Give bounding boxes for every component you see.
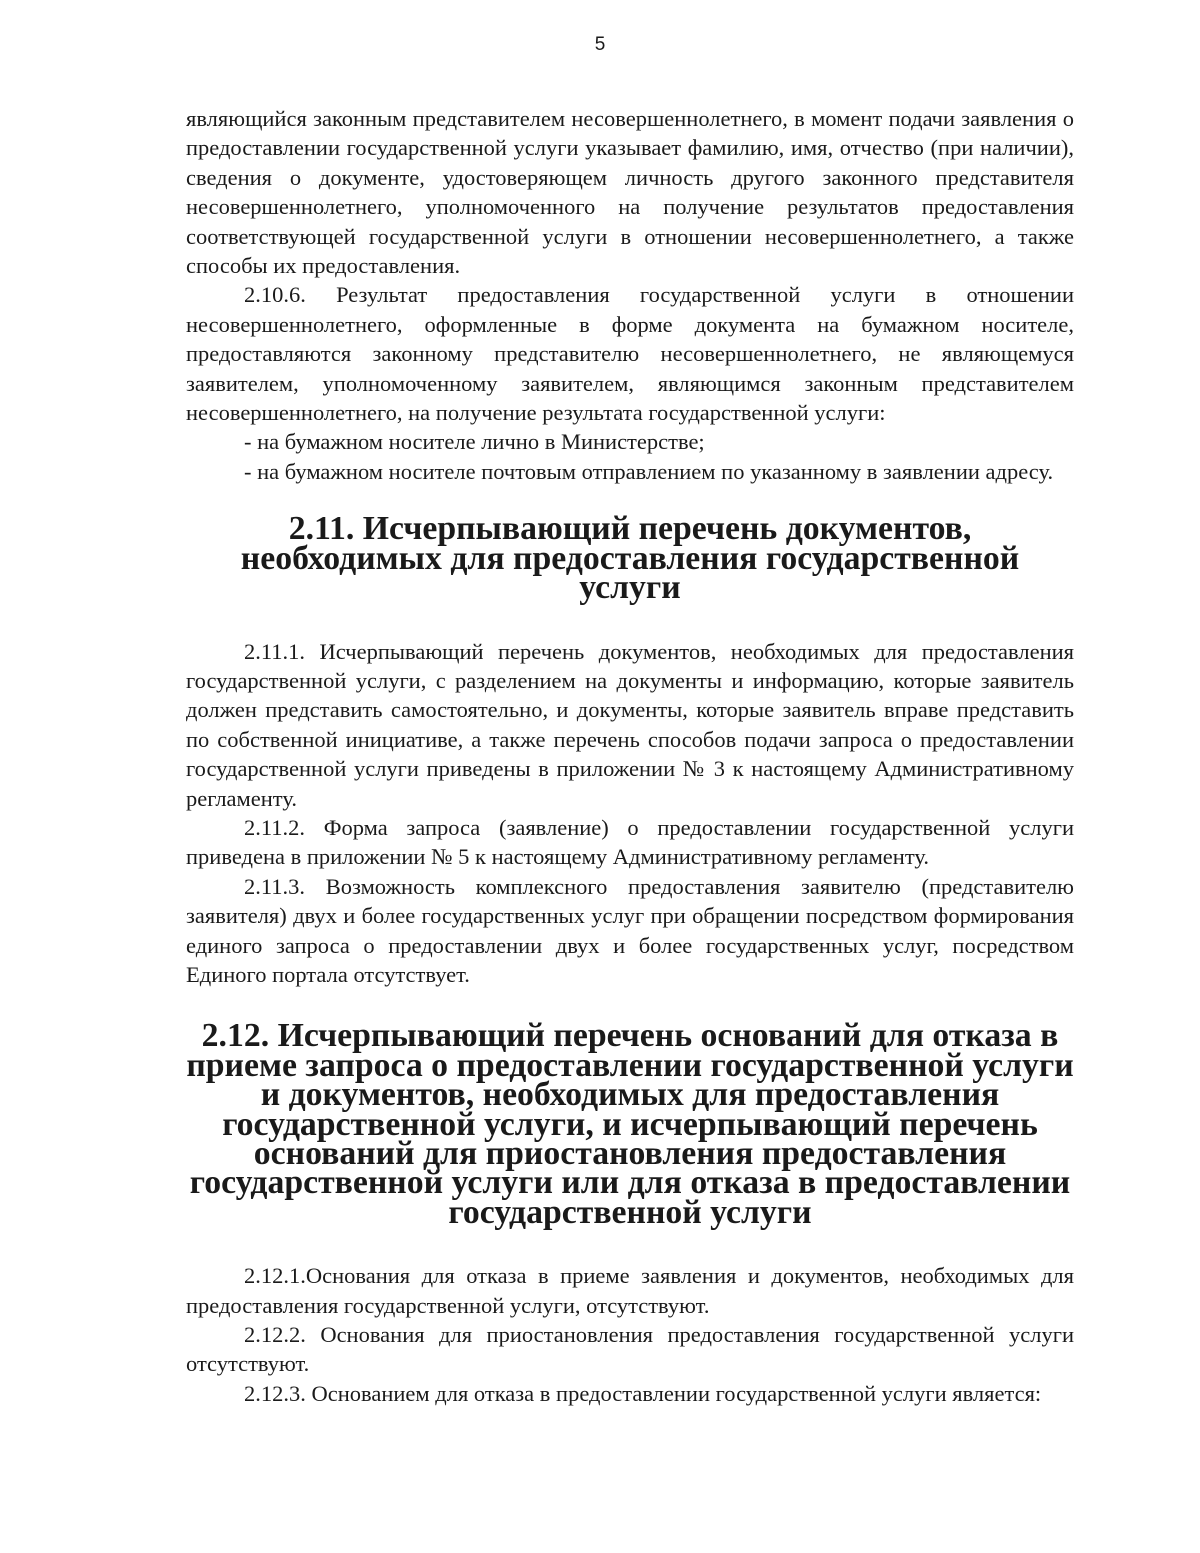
paragraph-2-12-3: 2.12.3. Основанием для отказа в предоставлении государственной услуги является: [244,1380,1042,1406]
list-item-by-mail: - на бумажном носителе почтовым отправлением по указанному в заявлении адресу. [244,458,1054,484]
paragraph-2-11-1: 2.11.1. Исчерпывающий перечень документов, необходимых для предоставления государственной услуги, с разделением на документы и информацию, которые заявитель должен представить самостоятельно, и документы, которые заявитель вправе представить по собственной инициативе, а также перечень способов подачи запроса о предоставлении государственной услуги приведены в приложении № 3 к настоящему Административному регламенту. [186,638,1074,811]
paragraph-continuation: являющийся законным представителем несовершеннолетнего, в момент подачи заявления о предоставлении государственной услуги указывает фамилию, имя, отчество (при наличии), сведения о документе, удостоверяющем личность другого законного представителя несовершеннолетнего, уполномоченного на получение результатов предоставления соответствующей государственной услуги в отношении несовершеннолетнего, а также способы их предоставления. [186,106,1074,279]
paragraph-2-12-2: 2.12.2. Основания для приостановления предоставления государственной услуги отсутствуют. [186,1322,1074,1377]
paragraph-2-11-3: 2.11.3. Возможность комплексного предоставления заявителю (представителю заявителя) двух и более государственных услуг при обращении посредством формирования единого запроса о предоставлении двух и более государственных услуг, посредством Единого портала отсутствует. [186,873,1074,987]
list-item-in-person: - на бумажном носителе лично в Министерстве; [244,429,705,455]
section-heading-2-12: 2.12. Исчерпывающий перечень оснований для отказа в приеме запроса о предоставлении государственной услуги и документов, необходимых для предоставления государственной услуги, и исчерпывающий перечень оснований для приостановления предоставления государственной услуги или для отказа в предоставлении государственной услуги [186,1017,1074,1231]
paragraph-2-10-6: 2.10.6. Результат предоставления государственной услуги в отношении несовершеннолетнего, оформленные в форме документа на бумажном носителе, предоставляются законному представителю несовершеннолетнего, не являющемуся заявителем, уполномоченному заявителем, являющимся законным представителем несовершеннолетнего, на получение результата государственной услуги: [186,282,1074,426]
page-number: 5 [594,34,606,55]
paragraph-2-11-2: 2.11.2. Форма запроса (заявление) о предоставлении государственной услуги приведена в приложении № 5 к настоящему Административному регламенту. [186,814,1074,870]
document-body [186,104,1074,1408]
paragraph-2-12-1: 2.12.1.Основания для отказа в приеме заявления и документов, необходимых для предоставления государственной услуги, отсутствуют. [186,1263,1074,1318]
section-heading-2-11: 2.11. Исчерпывающий перечень документов, необходимых для предоставления государственной услуги [240,510,1020,607]
